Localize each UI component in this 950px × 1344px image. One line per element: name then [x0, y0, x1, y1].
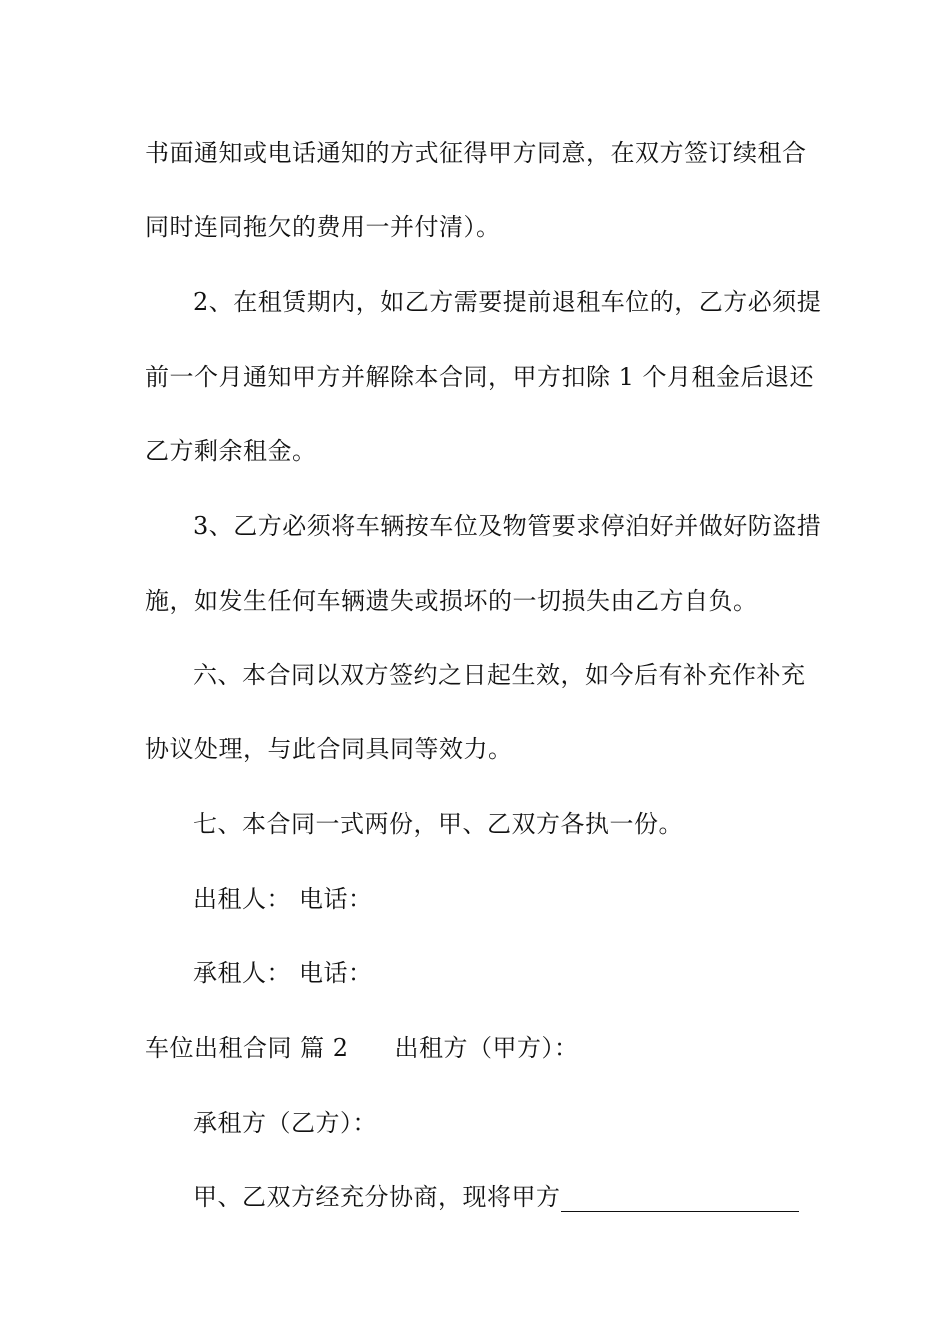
fill-in-blank[interactable]: [561, 1185, 799, 1212]
lessee-phone-label: 电话：: [299, 959, 373, 987]
lessor-label: 出租人：: [193, 885, 291, 913]
lessor-signature-line: [193, 884, 373, 914]
lessor-phone-label: 电话：: [299, 885, 373, 913]
paragraph-line: 同时连同拖欠的费用一并付清）。: [145, 213, 501, 241]
paragraph-line: 前一个月通知甲方并解除本合同，甲方扣除 1 个月租金后退还: [145, 363, 815, 391]
lessor-party-label: 出租方（甲方）：: [394, 1034, 579, 1062]
paragraph-line: 协议处理，与此合同具同等效力。: [145, 735, 513, 763]
section-part: 篇 2: [300, 1034, 349, 1062]
lessee-signature-line: [193, 958, 373, 988]
clause-3-line: 3、乙方必须将车辆按车位及物管要求停泊好并做好防盗措: [193, 512, 822, 540]
clause-2-line: 2、在租赁期内，如乙方需要提前退租车位的，乙方必须提: [193, 288, 822, 316]
paragraph-line: 书面通知或电话通知的方式征得甲方同意，在双方签订续租合: [145, 139, 807, 167]
lessee-label: 承租人：: [193, 959, 291, 987]
agreement-text: 甲、乙双方经充分协商，现将甲方: [193, 1183, 561, 1211]
paragraph-line: 乙方剩余租金。: [145, 437, 317, 465]
lessee-party-line: 承租方（乙方）：: [193, 1109, 377, 1137]
paragraph-line: 施，如发生任何车辆遗失或损坏的一切损失由乙方自负。: [145, 587, 758, 615]
section-2-heading: [145, 1033, 579, 1063]
agreement-line: [193, 1182, 799, 1212]
section-title: 车位出租合同: [145, 1034, 292, 1062]
article-6-line: 六、本合同以双方签约之日起生效，如今后有补充作补充: [193, 661, 806, 689]
article-7-line: 七、本合同一式两份，甲、乙双方各执一份。: [193, 810, 683, 838]
